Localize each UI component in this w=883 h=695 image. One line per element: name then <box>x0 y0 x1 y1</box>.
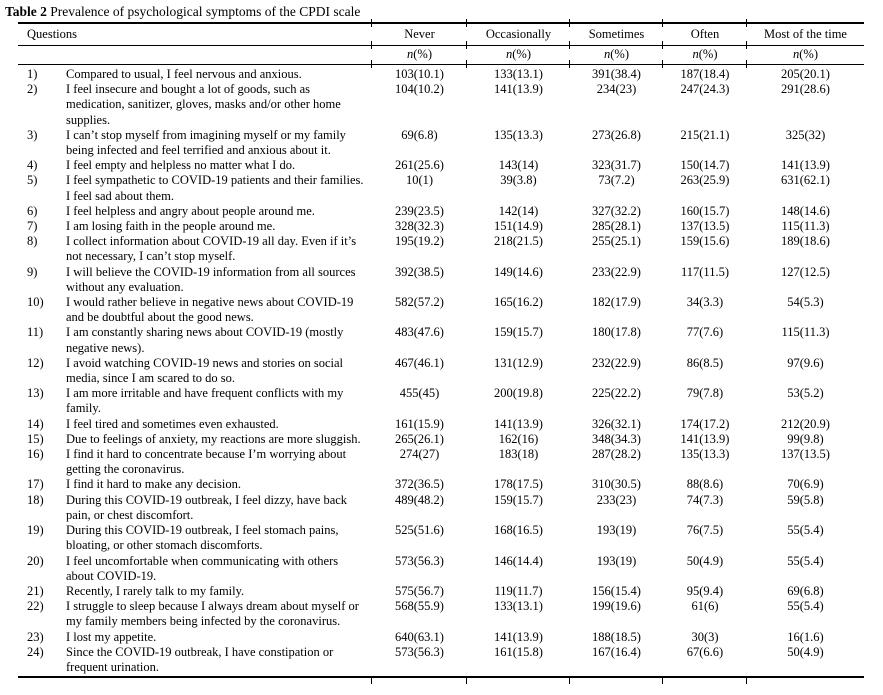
value-cell-sometimes: 188(18.5) <box>592 629 641 644</box>
table-row <box>18 204 864 219</box>
value-cell-often: 137(13.5) <box>680 219 730 234</box>
question-number: 16) <box>27 447 44 462</box>
value-cell-most-of-the-time: 291(28.6) <box>781 82 830 97</box>
value-cell-often: 77(7.6) <box>686 325 724 340</box>
question-cell <box>18 158 372 173</box>
question-cell <box>18 477 372 492</box>
value-cell-sometimes: 287(28.2) <box>592 447 641 462</box>
question-number: 7) <box>27 219 38 234</box>
value-cell-sometimes: 348(34.3) <box>592 431 641 446</box>
value-cell-often: 247(24.3) <box>680 82 730 97</box>
question-cell <box>18 417 372 432</box>
value-cell-sometimes: 234(23) <box>596 82 637 97</box>
question-text: I collect information about COVID-19 all day. Even if it’s not necessary, I can’t stop myself. <box>66 234 357 264</box>
value-cell-never: 161(15.9) <box>395 416 444 431</box>
question-cell <box>18 599 372 629</box>
question-text: I feel helpless and angry about people around me. <box>66 203 315 218</box>
value-cell-most-of-the-time: 127(12.5) <box>781 264 830 279</box>
value-cell-often: 159(15.6) <box>680 234 730 249</box>
table-row <box>18 584 864 599</box>
table-row <box>18 523 864 553</box>
question-text: I feel sympathetic to COVID-19 patients and their families. I feel sad about them. <box>66 173 364 203</box>
value-cell-never: 525(51.6) <box>395 523 444 538</box>
question-text: I feel tired and sometimes even exhausted. <box>66 416 279 431</box>
table-row <box>18 265 864 295</box>
question-cell <box>18 447 372 477</box>
value-cell-never: 640(63.1) <box>395 629 444 644</box>
value-cell-sometimes: 310(30.5) <box>592 477 641 492</box>
question-number: 18) <box>27 492 44 507</box>
value-cell-most-of-the-time: 99(9.8) <box>787 431 824 446</box>
question-number: 19) <box>27 523 44 538</box>
question-number: 15) <box>27 431 44 446</box>
value-cell-often: 76(7.5) <box>686 523 724 538</box>
value-cell-most-of-the-time: 16(1.6) <box>787 629 824 644</box>
question-cell <box>18 173 372 203</box>
question-text: I find it hard to make any decision. <box>66 477 241 492</box>
value-cell-sometimes: 233(23) <box>596 492 637 507</box>
value-cell-never: 328(32.3) <box>395 219 444 234</box>
value-cell-occasionally: 151(14.9) <box>494 219 543 234</box>
value-cell-most-of-the-time: 69(6.8) <box>787 583 824 598</box>
value-cell-never: 372(36.5) <box>395 477 444 492</box>
question-text: I would rather believe in negative news about COVID-19 and be doubtful about the good news. <box>66 295 354 325</box>
value-cell-never: 274(27) <box>399 447 440 462</box>
value-cell-most-of-the-time: 141(13.9) <box>781 158 830 173</box>
table-row <box>18 447 864 477</box>
value-cell-most-of-the-time: 325(32) <box>785 127 826 142</box>
value-cell-sometimes: 193(19) <box>596 553 637 568</box>
question-number: 24) <box>27 644 44 659</box>
question-text: I avoid watching COVID-19 news and stories on social media, since I am scared to do so. <box>66 355 344 386</box>
table-row <box>18 325 864 355</box>
subheader-n-pct: n(%) <box>747 46 864 65</box>
value-cell-occasionally: 131(12.9) <box>494 355 543 370</box>
value-cell-often: 50(4.9) <box>686 553 724 568</box>
value-cell-often: 79(7.8) <box>686 386 724 401</box>
question-text: During this COVID-19 outbreak, I feel dizzy, have back pain, or chest discomfort. <box>66 492 348 522</box>
question-cell <box>18 128 372 158</box>
value-cell-sometimes: 391(38.4) <box>592 67 641 81</box>
value-cell-sometimes: 193(19) <box>596 523 637 538</box>
value-cell-occasionally: 39(3.8) <box>500 173 537 188</box>
value-cell-never: 261(25.6) <box>395 158 444 173</box>
question-text: I find it hard to concentrate because I’m worrying about getting the coronavirus. <box>66 447 347 477</box>
value-cell-most-of-the-time: 148(14.6) <box>781 203 830 218</box>
table-row <box>18 477 864 492</box>
value-cell-sometimes: 225(22.2) <box>592 386 641 401</box>
value-cell-never: 10(1) <box>405 173 434 188</box>
column-header-occasionally: Occasionally <box>467 23 570 46</box>
question-cell <box>18 493 372 523</box>
subheader-n-pct: n(%) <box>663 46 747 65</box>
question-cell <box>18 584 372 599</box>
value-cell-occasionally: 133(13.1) <box>494 67 543 81</box>
table-row <box>18 65 864 83</box>
value-cell-sometimes: 255(25.1) <box>592 234 641 249</box>
question-cell <box>18 645 372 677</box>
value-cell-occasionally: 168(16.5) <box>494 523 543 538</box>
value-cell-sometimes: 327(32.2) <box>592 203 641 218</box>
table-row <box>18 82 864 128</box>
value-cell-sometimes: 285(28.1) <box>592 219 641 234</box>
value-cell-occasionally: 183(18) <box>498 447 539 462</box>
prevalence-table <box>18 22 864 678</box>
value-cell-occasionally: 133(13.1) <box>494 599 543 614</box>
question-cell <box>18 219 372 234</box>
value-cell-never: 455(45) <box>399 386 440 401</box>
table-row <box>18 128 864 158</box>
value-cell-sometimes: 73(7.2) <box>598 173 635 188</box>
question-number: 2) <box>27 82 38 97</box>
value-cell-sometimes: 182(17.9) <box>592 295 641 310</box>
value-cell-most-of-the-time: 189(18.6) <box>781 234 830 249</box>
value-cell-most-of-the-time: 70(6.9) <box>787 477 824 492</box>
value-cell-sometimes: 180(17.8) <box>592 325 641 340</box>
value-cell-most-of-the-time: 55(5.4) <box>787 553 824 568</box>
question-number: 23) <box>27 629 44 644</box>
value-cell-most-of-the-time: 115(11.3) <box>781 219 830 234</box>
value-cell-occasionally: 159(15.7) <box>494 325 543 340</box>
value-cell-occasionally: 161(15.8) <box>467 645 570 677</box>
question-text: I feel insecure and bought a lot of goods, such as medication, sanitizer, gloves, masks and/or other home supplies. <box>66 82 341 127</box>
value-cell-often: 86(8.5) <box>686 355 724 370</box>
value-cell-often: 160(15.7) <box>680 203 730 218</box>
subheader-n-pct: n(%) <box>372 46 467 65</box>
value-cell-most-of-the-time: 137(13.5) <box>781 447 830 462</box>
value-cell-most-of-the-time: 59(5.8) <box>787 492 824 507</box>
question-number: 1) <box>27 67 38 81</box>
value-cell-occasionally: 141(13.9) <box>494 416 543 431</box>
question-number: 17) <box>27 477 44 492</box>
table-row <box>18 630 864 645</box>
table-row <box>18 234 864 264</box>
value-cell-occasionally: 165(16.2) <box>494 295 543 310</box>
value-cell-occasionally: 142(14) <box>498 203 539 218</box>
value-cell-occasionally: 146(14.4) <box>494 553 543 568</box>
question-number: 12) <box>27 355 44 370</box>
question-text: I will believe the COVID-19 information from all sources without any evaluation. <box>66 264 356 294</box>
value-cell-often: 117(11.5) <box>680 264 730 279</box>
value-cell-often: 150(14.7) <box>680 158 730 173</box>
question-cell <box>18 630 372 645</box>
value-cell-occasionally: 218(21.5) <box>494 234 543 249</box>
column-header-most-of-the-time: Most of the time <box>747 23 864 46</box>
value-cell-never: 265(26.1) <box>395 431 444 446</box>
header-row <box>18 23 864 46</box>
value-cell-never: 239(23.5) <box>395 203 444 218</box>
question-number: 10) <box>27 295 44 310</box>
column-header-sometimes: Sometimes <box>570 23 663 46</box>
question-cell <box>18 386 372 416</box>
value-cell-sometimes: 233(22.9) <box>592 264 641 279</box>
table-row <box>18 432 864 447</box>
value-cell-most-of-the-time: 115(11.3) <box>781 325 830 340</box>
value-cell-occasionally: 143(14) <box>498 158 539 173</box>
question-number: 13) <box>27 386 44 401</box>
question-number: 11) <box>27 325 44 340</box>
value-cell-never: 392(38.5) <box>395 264 444 279</box>
value-cell-never: 195(19.2) <box>395 234 444 249</box>
column-header-never: Never <box>372 23 467 46</box>
question-number: 14) <box>27 416 44 431</box>
table-row <box>18 493 864 523</box>
value-cell-never: 568(55.9) <box>395 599 444 614</box>
question-cell <box>18 295 372 325</box>
prevalence-table-wrap <box>18 22 864 678</box>
value-cell-often: 263(25.9) <box>680 173 730 188</box>
value-cell-never: 573(56.3) <box>372 645 467 677</box>
question-number: 3) <box>27 127 38 142</box>
value-cell-occasionally: 159(15.7) <box>494 492 543 507</box>
table-caption <box>5 3 360 20</box>
value-cell-most-of-the-time: 55(5.4) <box>787 599 824 614</box>
value-cell-occasionally: 141(13.9) <box>494 629 543 644</box>
question-text: Since the COVID-19 outbreak, I have constipation or frequent urination. <box>66 644 334 674</box>
value-cell-often: 88(8.6) <box>686 477 724 492</box>
question-cell <box>18 356 372 386</box>
value-cell-never: 489(48.2) <box>395 492 444 507</box>
value-cell-occasionally: 200(19.8) <box>494 386 543 401</box>
value-cell-most-of-the-time: 97(9.6) <box>787 355 824 370</box>
subheader-empty <box>18 46 372 65</box>
question-number: 4) <box>27 158 38 173</box>
question-text: I am losing faith in the people around me. <box>66 219 276 234</box>
value-cell-most-of-the-time: 54(5.3) <box>787 295 824 310</box>
column-header-often: Often <box>663 23 747 46</box>
question-cell <box>18 554 372 584</box>
table-body <box>18 65 864 678</box>
table-row <box>18 554 864 584</box>
value-cell-often: 95(9.4) <box>686 583 724 598</box>
value-cell-sometimes: 167(16.4) <box>570 645 663 677</box>
question-text: I am more irritable and have frequent conflicts with my family. <box>66 386 344 416</box>
value-cell-occasionally: 149(14.6) <box>494 264 543 279</box>
question-cell <box>18 265 372 295</box>
value-cell-often: 30(3) <box>691 629 719 644</box>
value-cell-often: 67(6.6) <box>663 645 747 677</box>
column-header-questions: Questions <box>18 23 372 46</box>
question-text: Due to feelings of anxiety, my reactions are more sluggish. <box>66 431 361 446</box>
value-cell-sometimes: 232(22.9) <box>592 355 641 370</box>
value-cell-never: 582(57.2) <box>395 295 444 310</box>
question-text: I feel empty and helpless no matter what I do. <box>66 158 296 173</box>
value-cell-occasionally: 135(13.3) <box>494 127 543 142</box>
value-cell-never: 483(47.6) <box>395 325 444 340</box>
value-cell-most-of-the-time: 53(5.2) <box>787 386 824 401</box>
value-cell-most-of-the-time: 631(62.1) <box>781 173 830 188</box>
table-row <box>18 158 864 173</box>
value-cell-most-of-the-time: 205(20.1) <box>781 67 830 81</box>
question-text: I lost my appetite. <box>66 629 157 644</box>
value-cell-often: 34(3.3) <box>686 295 724 310</box>
value-cell-sometimes: 273(26.8) <box>592 127 641 142</box>
question-number: 22) <box>27 599 44 614</box>
value-cell-occasionally: 141(13.9) <box>494 82 543 97</box>
value-cell-often: 61(6) <box>691 599 719 614</box>
question-cell <box>18 325 372 355</box>
table-caption-text: Prevalence of psychological symptoms of the CPDI scale <box>46 4 361 19</box>
value-cell-sometimes: 326(32.1) <box>592 416 641 431</box>
question-text: I struggle to sleep because I always dream about myself or my family members being infected by the coronavirus. <box>66 599 359 629</box>
question-text: During this COVID-19 outbreak, I feel stomach pains, bloating, or other stomach discomforts. <box>66 523 339 553</box>
table-row <box>18 173 864 203</box>
question-cell <box>18 204 372 219</box>
value-cell-most-of-the-time: 212(20.9) <box>781 416 830 431</box>
value-cell-never: 575(56.7) <box>395 583 444 598</box>
value-cell-sometimes: 156(15.4) <box>592 583 641 598</box>
value-cell-never: 573(56.3) <box>395 553 444 568</box>
question-text: Recently, I rarely talk to my family. <box>66 583 245 598</box>
table-row <box>18 417 864 432</box>
value-cell-most-of-the-time: 50(4.9) <box>747 645 864 677</box>
table-row <box>18 219 864 234</box>
question-number: 9) <box>27 264 38 279</box>
question-cell <box>18 234 372 264</box>
table-row <box>18 356 864 386</box>
question-number: 6) <box>27 203 38 218</box>
question-cell <box>18 65 372 83</box>
table-row <box>18 645 864 677</box>
value-cell-often: 74(7.3) <box>686 492 724 507</box>
value-cell-sometimes: 323(31.7) <box>592 158 641 173</box>
value-cell-often: 174(17.2) <box>680 416 730 431</box>
value-cell-often: 215(21.1) <box>680 127 730 142</box>
value-cell-never: 103(10.1) <box>395 67 444 81</box>
value-cell-most-of-the-time: 55(5.4) <box>787 523 824 538</box>
value-cell-never: 69(6.8) <box>401 127 438 142</box>
value-cell-often: 141(13.9) <box>680 431 730 446</box>
question-text: Compared to usual, I feel nervous and anxious. <box>66 67 302 81</box>
table-row <box>18 386 864 416</box>
value-cell-never: 104(10.2) <box>395 82 444 97</box>
table-caption-label: Table 2 <box>5 4 47 19</box>
question-number: 20) <box>27 553 44 568</box>
question-cell <box>18 82 372 128</box>
table-row <box>18 599 864 629</box>
question-text: I feel uncomfortable when communicating with others about COVID-19. <box>66 553 339 583</box>
subheader-n-pct: n(%) <box>467 46 570 65</box>
value-cell-never: 467(46.1) <box>395 355 444 370</box>
question-number: 21) <box>27 583 44 598</box>
question-text: I can’t stop myself from imagining myself or my family being infected and feel terrified and anxious about it. <box>66 127 346 158</box>
value-cell-often: 187(18.4) <box>680 67 730 81</box>
question-text: I am constantly sharing news about COVID-19 (mostly negative news). <box>66 325 344 355</box>
question-number: 5) <box>27 173 38 188</box>
table-row <box>18 295 864 325</box>
value-cell-sometimes: 199(19.6) <box>592 599 641 614</box>
question-cell <box>18 523 372 553</box>
value-cell-occasionally: 178(17.5) <box>494 477 543 492</box>
subheader-n-pct: n(%) <box>570 46 663 65</box>
value-cell-occasionally: 162(16) <box>498 431 539 446</box>
question-cell <box>18 432 372 447</box>
value-cell-occasionally: 119(11.7) <box>494 583 543 598</box>
question-number: 8) <box>27 234 38 249</box>
subheader-row <box>18 46 864 65</box>
value-cell-often: 135(13.3) <box>680 447 730 462</box>
